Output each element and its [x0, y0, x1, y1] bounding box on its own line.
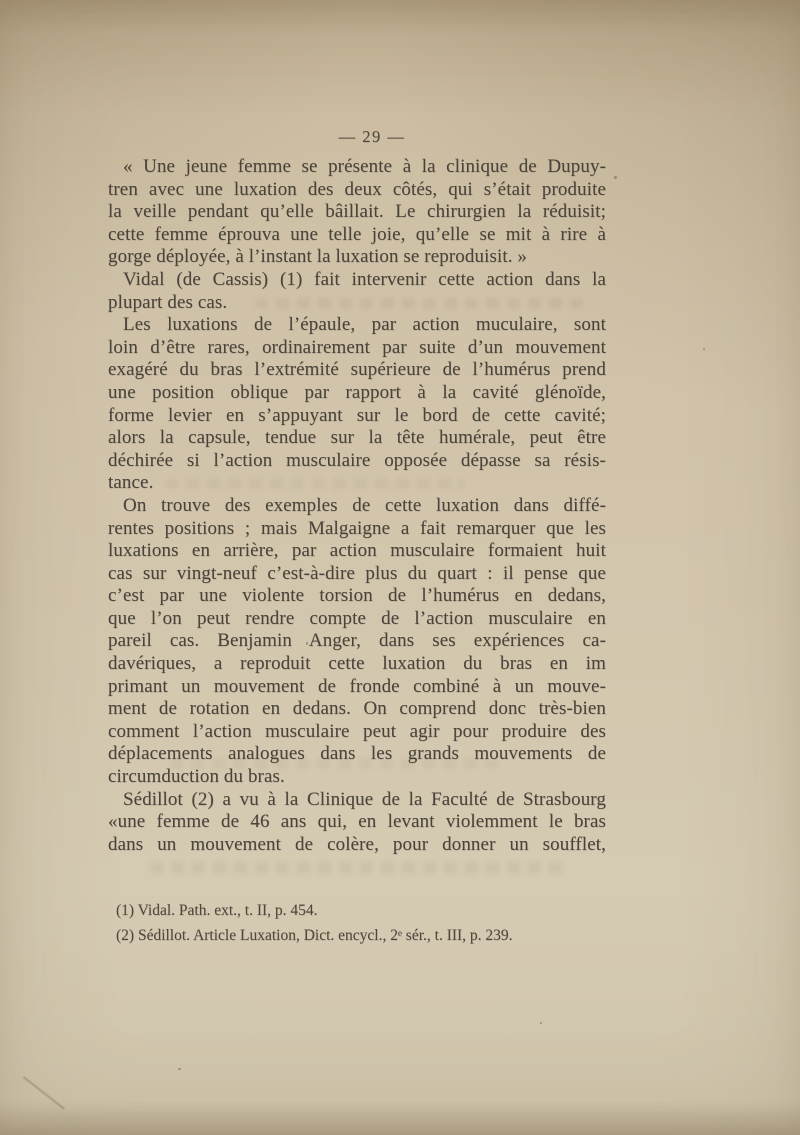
paper-speck	[540, 1022, 542, 1024]
text-line: forme levier en s’appuyant sur le bord de cette cavité;	[108, 404, 606, 426]
text-line: plupart des cas.	[108, 291, 228, 313]
paper-crease	[23, 1076, 65, 1109]
text-line: primant un mouvement de fronde combiné à un mouve-	[108, 675, 606, 697]
text-line: comment l’action musculaire peut agir pour produire des	[108, 720, 606, 742]
text-line: déplacements analogues dans les grands mouvements de	[108, 743, 606, 765]
text-line: « Une jeune femme se présente à la clinique de Dupuy-	[123, 156, 606, 177]
text-line: cas sur vingt-neuf c’est-à-dire plus du quart : il pense que	[108, 562, 606, 584]
text-line: luxations en arrière, par action musculaire formaient huit	[108, 540, 606, 562]
paper-speck	[178, 1068, 181, 1070]
page-number: — 29 —	[338, 127, 406, 146]
text-line: loin d’être rares, ordinairement par suite d’un mouvement	[108, 336, 606, 358]
text-line: rentes positions ; mais Malgaigne a fait remarquer que les	[108, 517, 606, 539]
text-line: Les luxations de l’épaule, par action muculaire, sont	[123, 314, 606, 336]
text-line: Sédillot (2) a vu à la Clinique de la Faculté de Strasbourg	[123, 788, 606, 810]
footnote-line: (1) Vidal. Path. ext., t. II, p. 454.	[116, 902, 318, 919]
text-line: tance.	[108, 472, 154, 494]
paper-speck	[703, 348, 705, 350]
text-line: pareil cas. Benjamin Anger, dans ses expériences ca-	[108, 630, 606, 652]
footnote-line: (2) Sédillot. Article Luxation, Dict. encycl., 2ᵉ sér., t. III, p. 239.	[116, 927, 513, 944]
show-through-artifact	[150, 862, 570, 873]
text-line: cette femme éprouva une telle joie, qu’elle se mit à rire à	[108, 223, 606, 245]
text-line: gorge déployée, à l’instant la luxation se reproduisit. »	[108, 246, 528, 268]
text-line: «une femme de 46 ans qui, en levant violemment le bras	[108, 811, 606, 833]
text-line: une position oblique par rapport à la cavité glénoïde,	[108, 381, 606, 403]
text-line: davériques, a reproduit cette luxation du bras en im	[108, 653, 606, 675]
text-line: dans un mouvement de colère, pour donner un soufflet,	[108, 833, 606, 855]
text-line: circumduction du bras.	[108, 766, 285, 788]
text-line: que l’on peut rendre compte de l’action musculaire en	[108, 607, 606, 629]
text-line: la veille pendant qu’elle bâillait. Le chirurgien la réduisit;	[108, 201, 606, 223]
text-line: ment de rotation en dedans. On comprend donc très-bien	[108, 698, 606, 720]
paper-speck	[614, 176, 617, 179]
text-line: alors la capsule, tendue sur la tête humérale, peut être	[108, 427, 606, 449]
text-line: On trouve des exemples de cette luxation dans diffé-	[123, 494, 606, 516]
text-line: déchirée si l’action musculaire opposée dépasse sa résis-	[108, 449, 606, 471]
page-body	[108, 156, 606, 856]
text-line: exagéré du bras l’extrémité supérieure de l’humérus prend	[108, 359, 606, 381]
text-line: Vidal (de Cassis) (1) fait intervenir cette action dans la	[123, 268, 606, 290]
footnote-block	[116, 898, 636, 948]
text-line: tren avec une luxation des deux côtés, qui s’était produite	[108, 178, 606, 200]
text-line: c’est par une violente torsion de l’humérus en dedans,	[108, 585, 606, 607]
